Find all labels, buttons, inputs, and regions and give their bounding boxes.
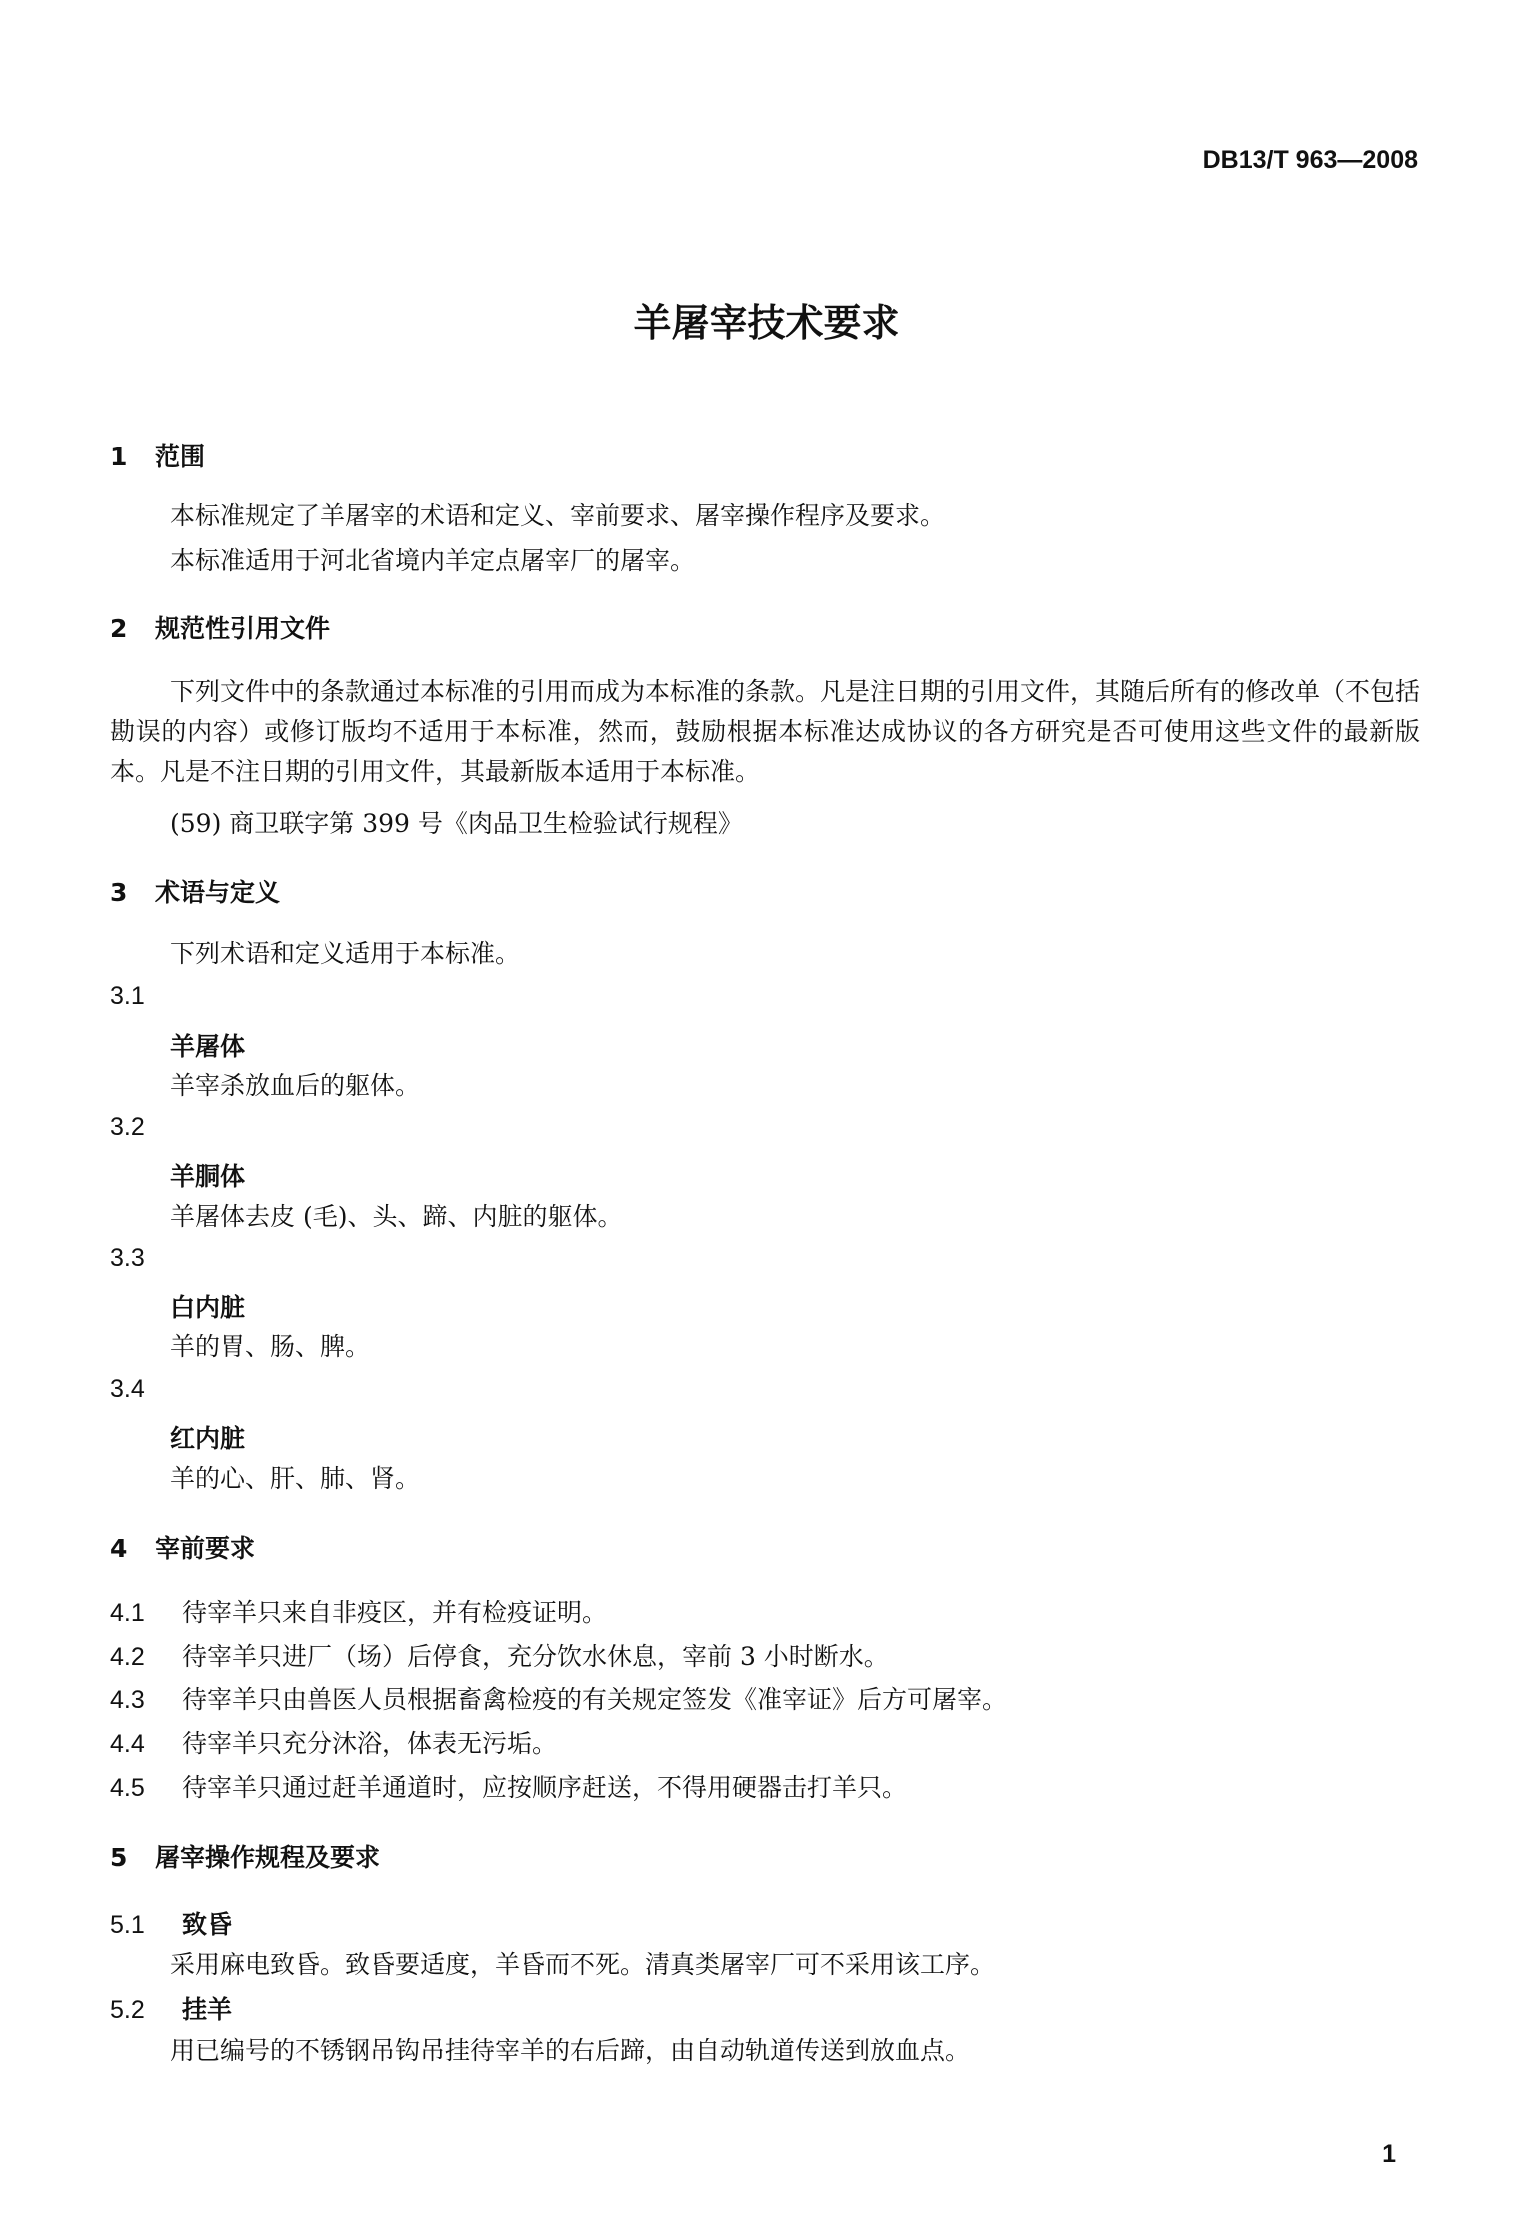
subsection-text: 采用麻电致昏。致昏要适度，羊昏而不死。清真类屠宰厂可不采用该工序。 bbox=[170, 1950, 996, 1979]
term-definition: 羊屠体去皮 (毛)、头、蹄、内脏的躯体。 bbox=[170, 1202, 623, 1231]
normative-references-paragraph: 下列文件中的条款通过本标准的引用而成为本标准的条款。凡是注日期的引用文件，其随后所有的修改单（不包括勘误的内容）或修订版均不适用于本标准，然而，鼓励根据本标准达成协议的各方研究是否可使用这些文件的最新版本。凡是不注日期的引用文件，其最新版本适用于本标准。 bbox=[110, 677, 1421, 786]
section-1-heading bbox=[110, 437, 205, 473]
section-title: 屠宰操作规程及要求 bbox=[155, 1843, 381, 1872]
standard-number: DB13/T 963—2008 bbox=[1202, 146, 1418, 174]
term-number: 3.3 bbox=[110, 1244, 145, 1272]
document-title: 羊屠宰技术要求 bbox=[633, 301, 900, 345]
section-5-heading bbox=[110, 1838, 380, 1874]
term-name: 红内脏 bbox=[170, 1424, 246, 1453]
section-title: 规范性引用文件 bbox=[155, 614, 331, 643]
item-text: 待宰羊只充分沐浴，体表无污垢。 bbox=[182, 1729, 558, 1758]
item-number: 4.3 bbox=[110, 1686, 145, 1714]
term-number: 3.2 bbox=[110, 1113, 145, 1141]
page-number: 1 bbox=[1382, 2140, 1396, 2168]
section-2-heading bbox=[110, 609, 330, 645]
item-number: 4.5 bbox=[110, 1774, 145, 1802]
item-number: 5.2 bbox=[110, 1996, 145, 2024]
requirement-item bbox=[110, 1768, 907, 1804]
subsection-heading bbox=[110, 1990, 232, 2026]
section-4-heading bbox=[110, 1529, 255, 1565]
term-definition: 羊宰杀放血后的躯体。 bbox=[170, 1071, 421, 1100]
term-definition: 羊的心、肝、肺、肾。 bbox=[170, 1464, 421, 1493]
scope-line-1: 本标准规定了羊屠宰的术语和定义、宰前要求、屠宰操作程序及要求。 bbox=[170, 501, 946, 530]
section-title: 范围 bbox=[155, 442, 206, 471]
term-name: 白内脏 bbox=[170, 1293, 246, 1322]
subsection-text: 用已编号的不锈钢吊钩吊挂待宰羊的右后蹄，由自动轨道传送到放血点。 bbox=[170, 2036, 971, 2065]
item-number: 4.1 bbox=[110, 1599, 145, 1627]
terms-intro: 下列术语和定义适用于本标准。 bbox=[170, 939, 521, 968]
term-definition: 羊的胃、肠、脾。 bbox=[170, 1332, 371, 1361]
requirement-item bbox=[110, 1680, 1007, 1716]
section-number: 1 bbox=[110, 442, 128, 471]
item-number: 4.4 bbox=[110, 1730, 145, 1758]
section-title: 宰前要求 bbox=[155, 1534, 256, 1563]
section-number: 4 bbox=[110, 1534, 128, 1563]
item-heading: 挂羊 bbox=[182, 1995, 233, 2024]
section-number: 3 bbox=[110, 878, 128, 907]
section-3-heading bbox=[110, 873, 280, 909]
item-text: 待宰羊只通过赶羊通道时，应按顺序赶送，不得用硬器击打羊只。 bbox=[182, 1773, 908, 1802]
section-number: 2 bbox=[110, 614, 128, 643]
requirement-item bbox=[110, 1724, 557, 1760]
subsection-heading bbox=[110, 1905, 232, 1941]
item-number: 5.1 bbox=[110, 1911, 145, 1939]
term-name: 羊屠体 bbox=[170, 1032, 246, 1061]
item-number: 4.2 bbox=[110, 1643, 145, 1671]
item-text: 待宰羊只来自非疫区，并有检疫证明。 bbox=[182, 1598, 608, 1627]
requirement-item bbox=[110, 1593, 607, 1629]
reference-item: (59) 商卫联字第 399 号《肉品卫生检验试行规程》 bbox=[170, 809, 743, 838]
section-title: 术语与定义 bbox=[155, 878, 281, 907]
item-heading: 致昏 bbox=[182, 1910, 233, 1939]
section-number: 5 bbox=[110, 1843, 128, 1872]
term-number: 3.1 bbox=[110, 982, 145, 1010]
term-number: 3.4 bbox=[110, 1375, 145, 1403]
scope-line-2: 本标准适用于河北省境内羊定点屠宰厂的屠宰。 bbox=[170, 546, 696, 575]
term-name: 羊胴体 bbox=[170, 1162, 246, 1191]
requirement-item bbox=[110, 1637, 889, 1673]
item-text: 待宰羊只进厂（场）后停食，充分饮水休息，宰前 3 小时断水。 bbox=[182, 1642, 889, 1671]
item-text: 待宰羊只由兽医人员根据畜禽检疫的有关规定签发《准宰证》后方可屠宰。 bbox=[182, 1685, 1008, 1714]
